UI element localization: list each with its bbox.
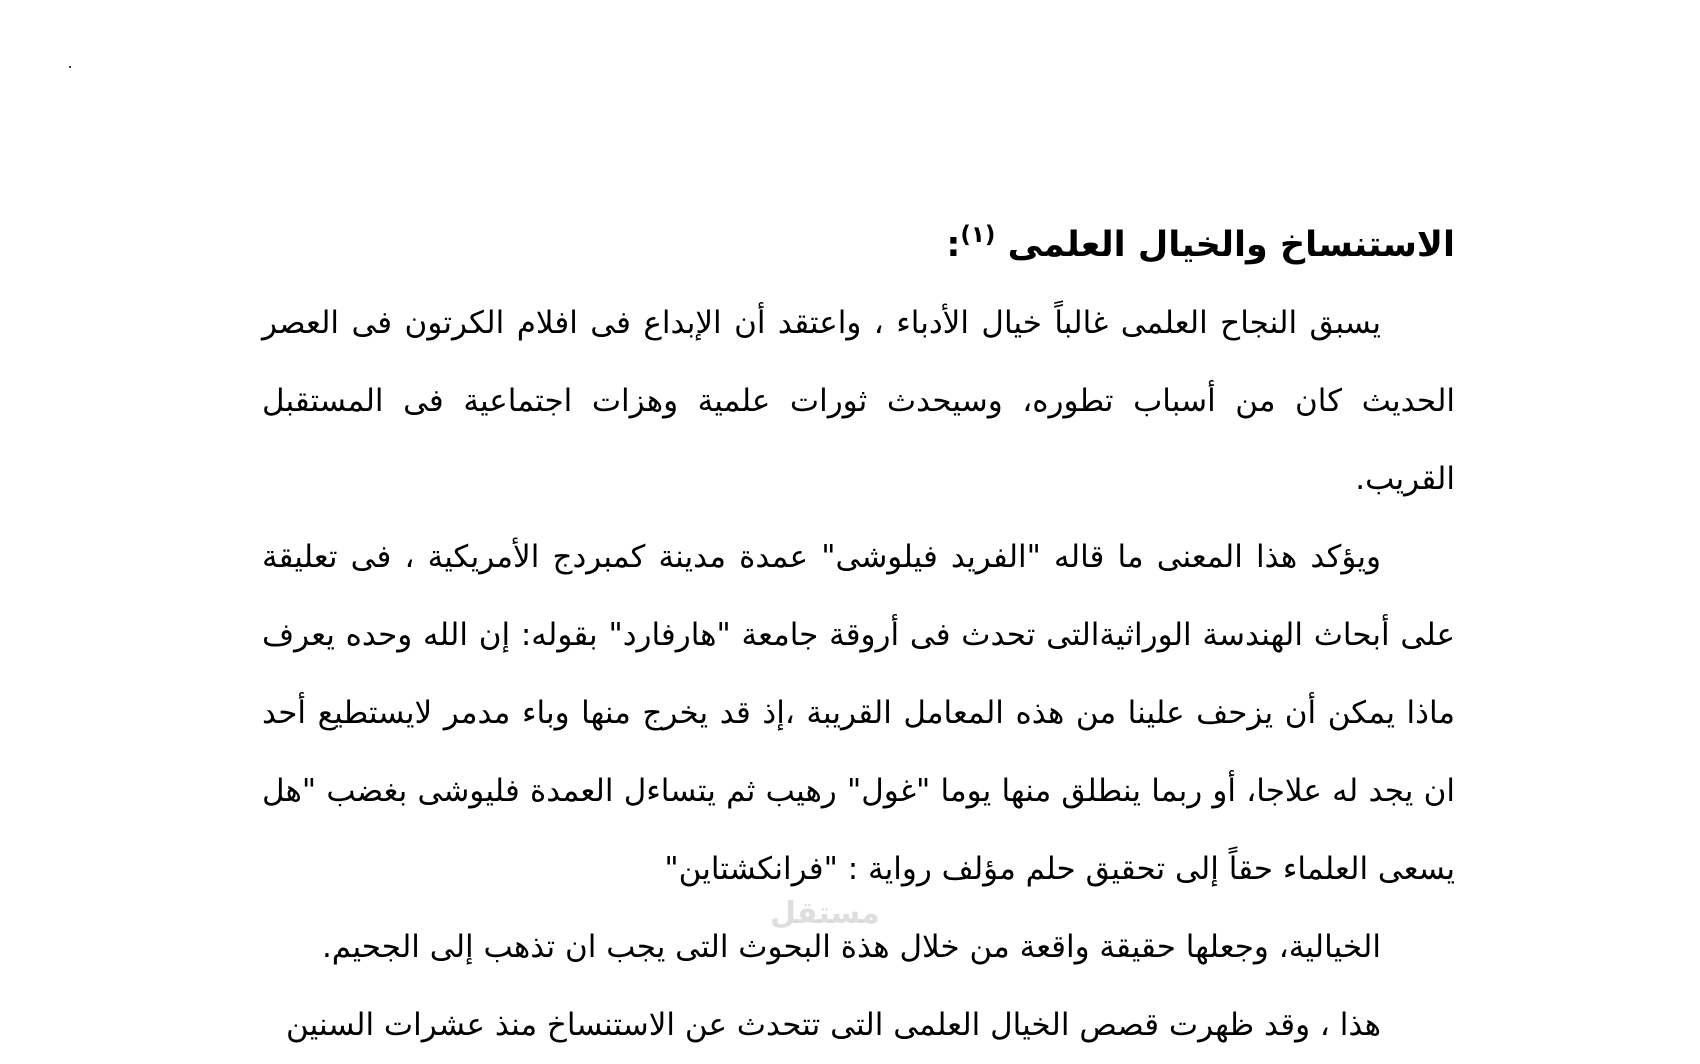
document-page xyxy=(262,210,1455,1064)
footnote-reference: (١) xyxy=(960,222,996,248)
paragraph-1: يسبق النجاح العلمى غالباً خيال الأدباء ، واعتقد أن الإبداع فى افلام الكرتون فى العصر الحديث كان من أسباب تطوره، وسيحدث ثورات علمية وهزات اجتماعية فى المستقبل القريب. xyxy=(262,305,1455,497)
section-heading-suffix: : xyxy=(946,225,961,265)
paragraph-3: الخيالية، وجعلها حقيقة واقعة من خلال هذة البحوث التى يجب ان تذهب إلى الجحيم. xyxy=(321,929,1381,965)
paragraph-4: هذا ، وقد ظهرت قصص الخيال العلمى التى تتحدث عن الاستنساخ منذ عشرات السنين xyxy=(286,1007,1381,1043)
watermark: مستقل xyxy=(770,896,880,931)
section-heading-text: الاستنساخ والخيال العلمى xyxy=(1007,225,1455,265)
stray-mark xyxy=(69,66,71,68)
paragraph-2: ويؤكد هذا المعنى ما قاله "الفريد فيلوشى" عمدة مدينة كمبردج الأمريكية ، فى تعليقة على أبحاث الهندسة الوراثيةالتى تحدث فى أروقة جامعة "هارفارد" بقوله: إن الله وحده يعرف ماذا يمكن أن يزحف علينا من هذه المعامل القريبة ،إذ قد يخرج منها وباء مدمر لايستطيع أحد ان يجد له علاجا، أو ربما ينطلق منها يوما "غول" رهيب ثم يتساءل العمدة فليوشى بغضب "هل يسعى العلماء حقاً إلى تحقيق حلم مؤلف رواية : "فرانكشتاين" xyxy=(262,539,1455,887)
section-heading xyxy=(262,210,1455,284)
